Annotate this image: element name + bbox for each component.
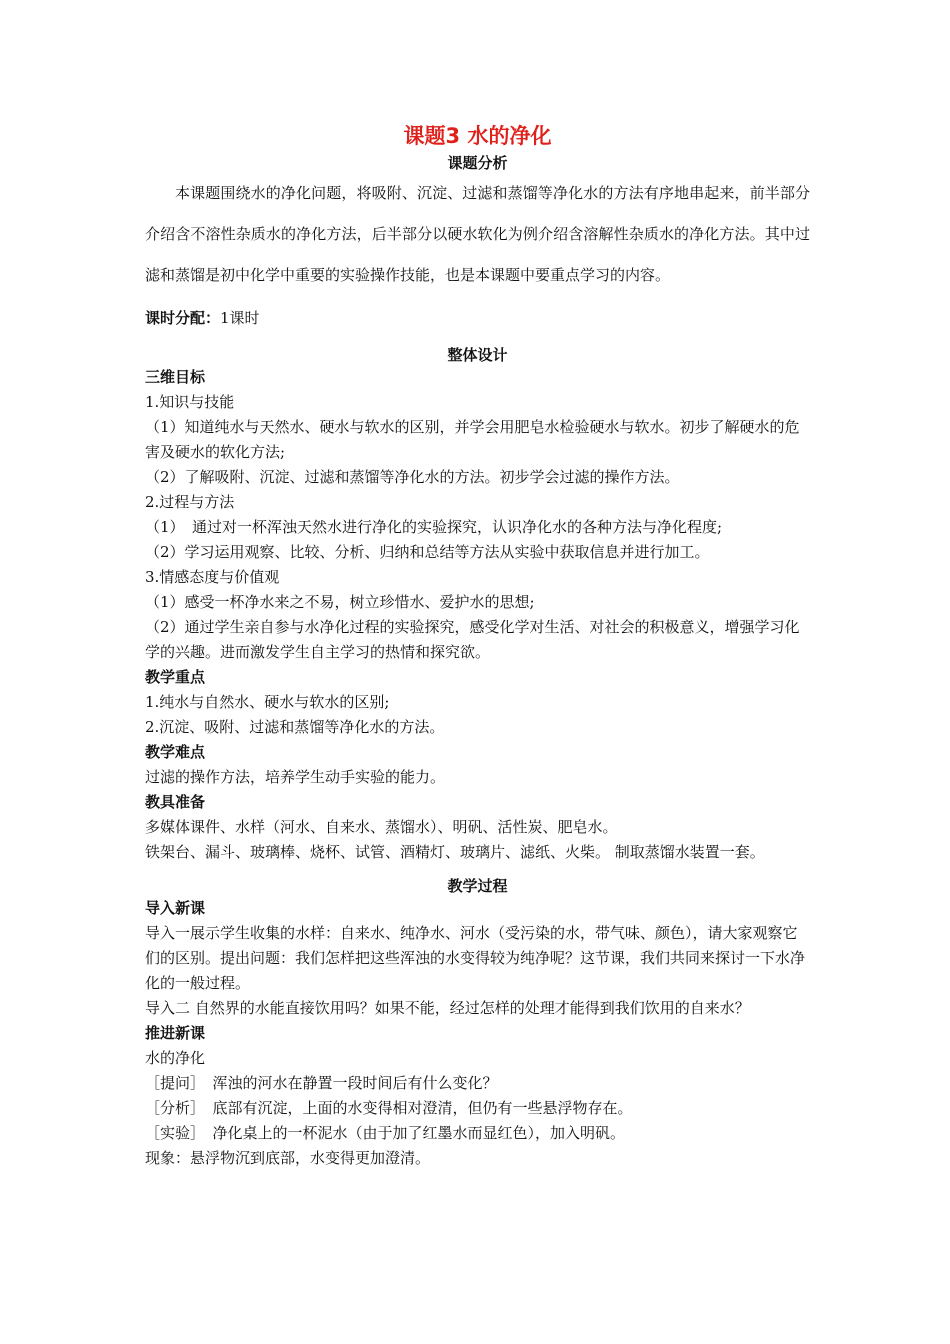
emotion-item-1: （1）感受一杯净水来之不易，树立珍惜水、爱护水的思想; — [145, 593, 535, 611]
new-lesson-heading: 推进新课 — [145, 1024, 206, 1042]
document-title: 课题3 水的净化 — [403, 124, 552, 148]
knowledge-title: 1.知识与技能 — [145, 393, 235, 411]
preparation-heading: 教具准备 — [145, 793, 206, 811]
process-item-1: （1） 通过对一杯浑浊天然水进行净化的实验探究，认识净化水的各种方法与净化程度; — [145, 518, 723, 536]
goals-heading: 三维目标 — [145, 368, 206, 386]
class-hours — [145, 306, 810, 330]
key-point-1: 1.纯水与自然水、硬水与软水的区别; — [145, 693, 390, 711]
analysis-line: ［分析］ 底部有沉淀，上面的水变得相对澄清，但仍有一些悬浮物存在。 — [145, 1099, 633, 1117]
lesson-topic: 水的净化 — [145, 1049, 206, 1067]
process-title: 2.过程与方法 — [145, 493, 235, 511]
key-point-2: 2.沉淀、吸附、过滤和蒸馏等净化水的方法。 — [145, 718, 445, 736]
question-line: ［提问］ 浑浊的河水在静置一段时间后有什么变化？ — [145, 1074, 498, 1092]
analysis-heading: 课题分析 — [447, 154, 508, 172]
process-item-2: （2）学习运用观察、比较、分析、归纳和总结等方法从实验中获取信息并进行加工。 — [145, 543, 710, 561]
document-page — [145, 120, 810, 1171]
emotion-title: 3.情感态度与价值观 — [145, 568, 280, 586]
difficulty-item: 过滤的操作方法，培养学生动手实验的能力。 — [145, 768, 446, 786]
knowledge-item-2: （2）了解吸附、沉淀、过滤和蒸馏等净化水的方法。初步学会过滤的操作方法。 — [145, 468, 680, 486]
design-heading: 整体设计 — [447, 346, 508, 364]
preparation-item-1: 多媒体课件、水样（河水、自来水、蒸馏水）、明矾、活性炭、肥皂水。 — [145, 818, 618, 836]
experiment-line: ［实验］ 净化桌上的一杯泥水（由于加了红墨水而显红色），加入明矾。 — [145, 1124, 626, 1142]
emotion-item-2: （2）通过学生亲自参与水净化过程的实验探究，感受化学对生活、对社会的积极意义，增强学习化学的兴趣。进而激发学生自主学习的热情和探究欲。 — [145, 618, 800, 661]
lead-in-1: 导入一展示学生收集的水样：自来水、纯净水、河水（受污染的水，带气味、颜色），请大家观察它们的区别。提出问题：我们怎样把这些浑浊的水变得较为纯净呢？这节课，我们共同来探讨一下水净化的一般过程。 — [145, 924, 806, 992]
key-points-heading: 教学重点 — [145, 668, 206, 686]
phenomenon-line: 现象：悬浮物沉到底部，水变得更加澄清。 — [145, 1149, 431, 1167]
class-hours-label: 课时分配： — [145, 309, 221, 327]
lead-in-heading: 导入新课 — [145, 899, 206, 917]
lead-in-2: 导入二 自然界的水能直接饮用吗？如果不能，经过怎样的处理才能得到我们饮用的自来水？ — [145, 999, 750, 1017]
teaching-process-heading: 教学过程 — [447, 877, 508, 895]
analysis-paragraph: 本课题围绕水的净化问题，将吸附、沉淀、过滤和蒸馏等净化水的方法有序地串起来，前半部分介绍含不溶性杂质水的净化方法，后半部分以硬水软化为例介绍含溶解性杂质水的净化方法。其中过滤和蒸馏是初中化学中重要的实验操作技能，也是本课题中要重点学习的内容。 — [145, 184, 810, 284]
class-hours-value: 1课时 — [220, 309, 260, 327]
difficulty-heading: 教学难点 — [145, 743, 206, 761]
preparation-item-2: 铁架台、漏斗、玻璃棒、烧杯、试管、酒精灯、玻璃片、滤纸、火柴。 制取蒸馏水装置一套。 — [145, 843, 765, 861]
knowledge-item-1: （1）知道纯水与天然水、硬水与软水的区别，并学会用肥皂水检验硬水与软水。初步了解硬水的危害及硬水的软化方法; — [145, 418, 800, 461]
